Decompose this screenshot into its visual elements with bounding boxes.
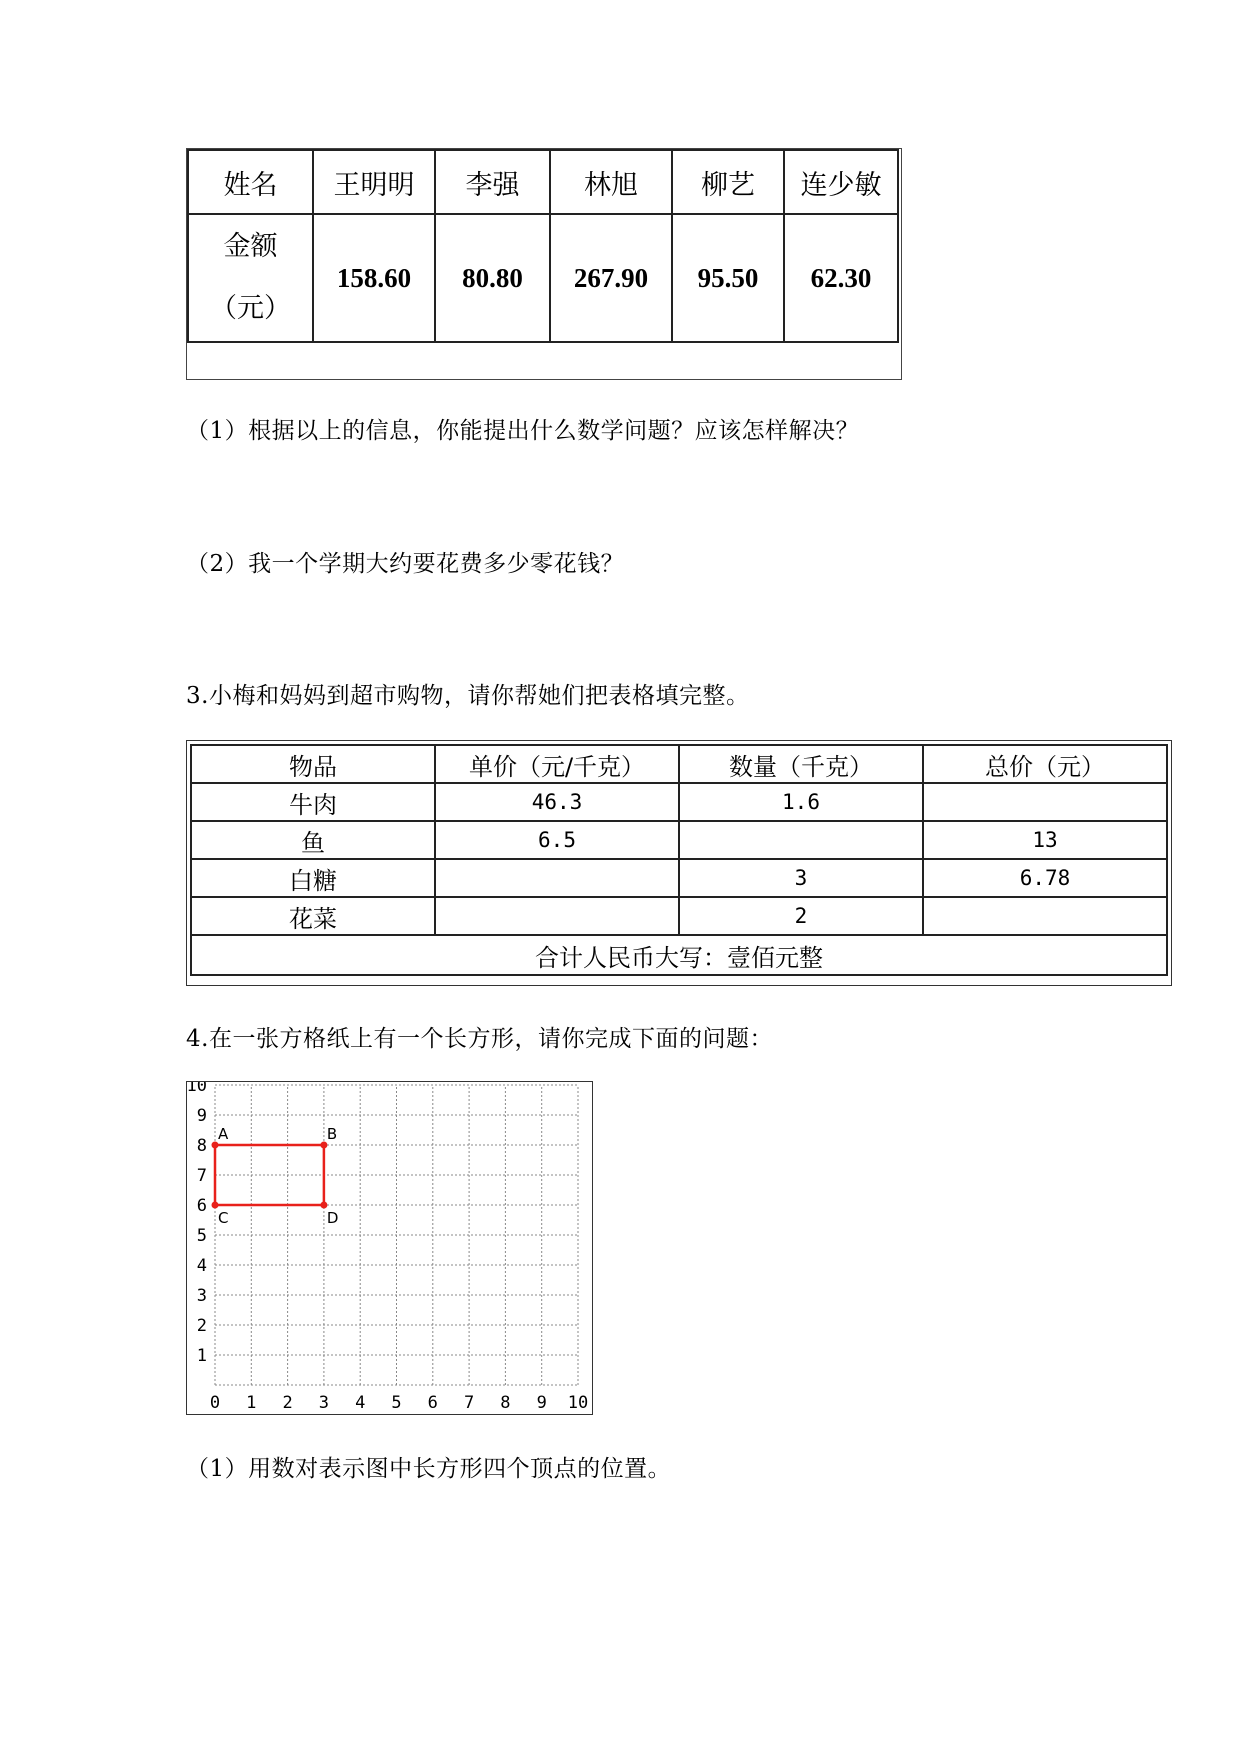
x-tick-label: 7 bbox=[463, 1393, 475, 1413]
item-cell: 白糖 bbox=[191, 859, 435, 897]
total-cell: 13 bbox=[923, 821, 1167, 859]
total-cell: 6.78 bbox=[923, 859, 1167, 897]
amount-label: 金额 bbox=[223, 231, 278, 262]
amount-cell: 158.60 bbox=[313, 214, 435, 342]
question-4-title: 4.在一张方格纸上有一个长方形，请你完成下面的问题： bbox=[186, 1026, 773, 1052]
price-cell bbox=[435, 897, 679, 935]
price-cell: 46.3 bbox=[435, 783, 679, 821]
name-cell: 连少敏 bbox=[784, 150, 898, 214]
total-amount-row: 合计人民币大写：壹佰元整 bbox=[191, 935, 1167, 975]
spending-table bbox=[186, 148, 902, 380]
amount-cell: 95.50 bbox=[672, 214, 784, 342]
x-tick-label: 6 bbox=[427, 1393, 438, 1413]
y-tick-label: 5 bbox=[196, 1226, 207, 1246]
price-cell: 6.5 bbox=[435, 821, 679, 859]
x-tick-label: 0 bbox=[209, 1393, 221, 1413]
item-cell: 花菜 bbox=[191, 897, 435, 935]
amount-cell: 80.80 bbox=[435, 214, 550, 342]
quantity-cell: 2 bbox=[679, 897, 923, 935]
question-3-title: 3.小梅和妈妈到超市购物，请你帮她们把表格填完整。 bbox=[186, 683, 750, 709]
x-tick-label: 4 bbox=[355, 1393, 366, 1413]
quantity-cell: 1.6 bbox=[679, 783, 923, 821]
header-cell: 单价（元/千克） bbox=[435, 745, 679, 783]
y-tick-label: 7 bbox=[196, 1166, 207, 1186]
header-cell: 数量（千克） bbox=[679, 745, 923, 783]
vertex-label: B bbox=[326, 1125, 338, 1143]
item-cell: 牛肉 bbox=[191, 783, 435, 821]
coordinate-grid bbox=[187, 1082, 592, 1414]
spending-table-grid bbox=[187, 149, 899, 343]
header-cell: 总价（元） bbox=[923, 745, 1167, 783]
quantity-cell: 3 bbox=[679, 859, 923, 897]
y-tick-label: 4 bbox=[196, 1256, 207, 1276]
question-4-sub-1: （1）用数对表示图中长方形四个顶点的位置。 bbox=[186, 1456, 672, 1482]
grid-figure bbox=[186, 1081, 593, 1415]
shopping-table bbox=[186, 740, 1172, 986]
vertex-point bbox=[212, 1202, 219, 1209]
y-tick-label: 1 bbox=[196, 1346, 207, 1366]
name-header-cell: 姓名 bbox=[188, 150, 313, 214]
x-tick-label: 2 bbox=[282, 1393, 293, 1413]
price-cell bbox=[435, 859, 679, 897]
x-tick-label: 3 bbox=[318, 1393, 330, 1413]
y-tick-label: 8 bbox=[196, 1136, 207, 1156]
x-tick-label: 9 bbox=[536, 1393, 547, 1413]
x-tick-label: 8 bbox=[500, 1393, 511, 1413]
name-cell: 柳艺 bbox=[672, 150, 784, 214]
vertex-label: C bbox=[218, 1209, 229, 1227]
amount-label-cell bbox=[188, 214, 313, 342]
amount-unit: （元） bbox=[210, 293, 291, 324]
total-cell bbox=[923, 783, 1167, 821]
vertex-point bbox=[320, 1202, 327, 1209]
question-2-sub-2: （2）我一个学期大约要花费多少零花钱？ bbox=[186, 551, 625, 577]
name-cell: 王明明 bbox=[313, 150, 435, 214]
y-tick-label: 6 bbox=[196, 1196, 207, 1216]
vertex-label: A bbox=[218, 1125, 229, 1143]
y-tick-label: 9 bbox=[196, 1106, 207, 1126]
shopping-table-grid bbox=[190, 744, 1168, 976]
total-cell bbox=[923, 897, 1167, 935]
quantity-cell bbox=[679, 821, 923, 859]
header-cell: 物品 bbox=[191, 745, 435, 783]
vertex-label: D bbox=[326, 1209, 339, 1227]
name-cell: 李强 bbox=[435, 150, 550, 214]
x-tick-label: 1 bbox=[246, 1393, 257, 1413]
x-tick-label: 10 bbox=[567, 1393, 589, 1413]
amount-cell: 62.30 bbox=[784, 214, 898, 342]
item-cell: 鱼 bbox=[191, 821, 435, 859]
x-tick-label: 5 bbox=[391, 1393, 402, 1413]
y-tick-label: 2 bbox=[196, 1316, 207, 1336]
y-tick-label: 3 bbox=[196, 1286, 207, 1306]
amount-cell: 267.90 bbox=[550, 214, 672, 342]
y-tick-label: 10 bbox=[187, 1082, 207, 1096]
name-cell: 林旭 bbox=[550, 150, 672, 214]
question-2-sub-1: （1）根据以上的信息，你能提出什么数学问题？应该怎样解决？ bbox=[186, 418, 860, 444]
